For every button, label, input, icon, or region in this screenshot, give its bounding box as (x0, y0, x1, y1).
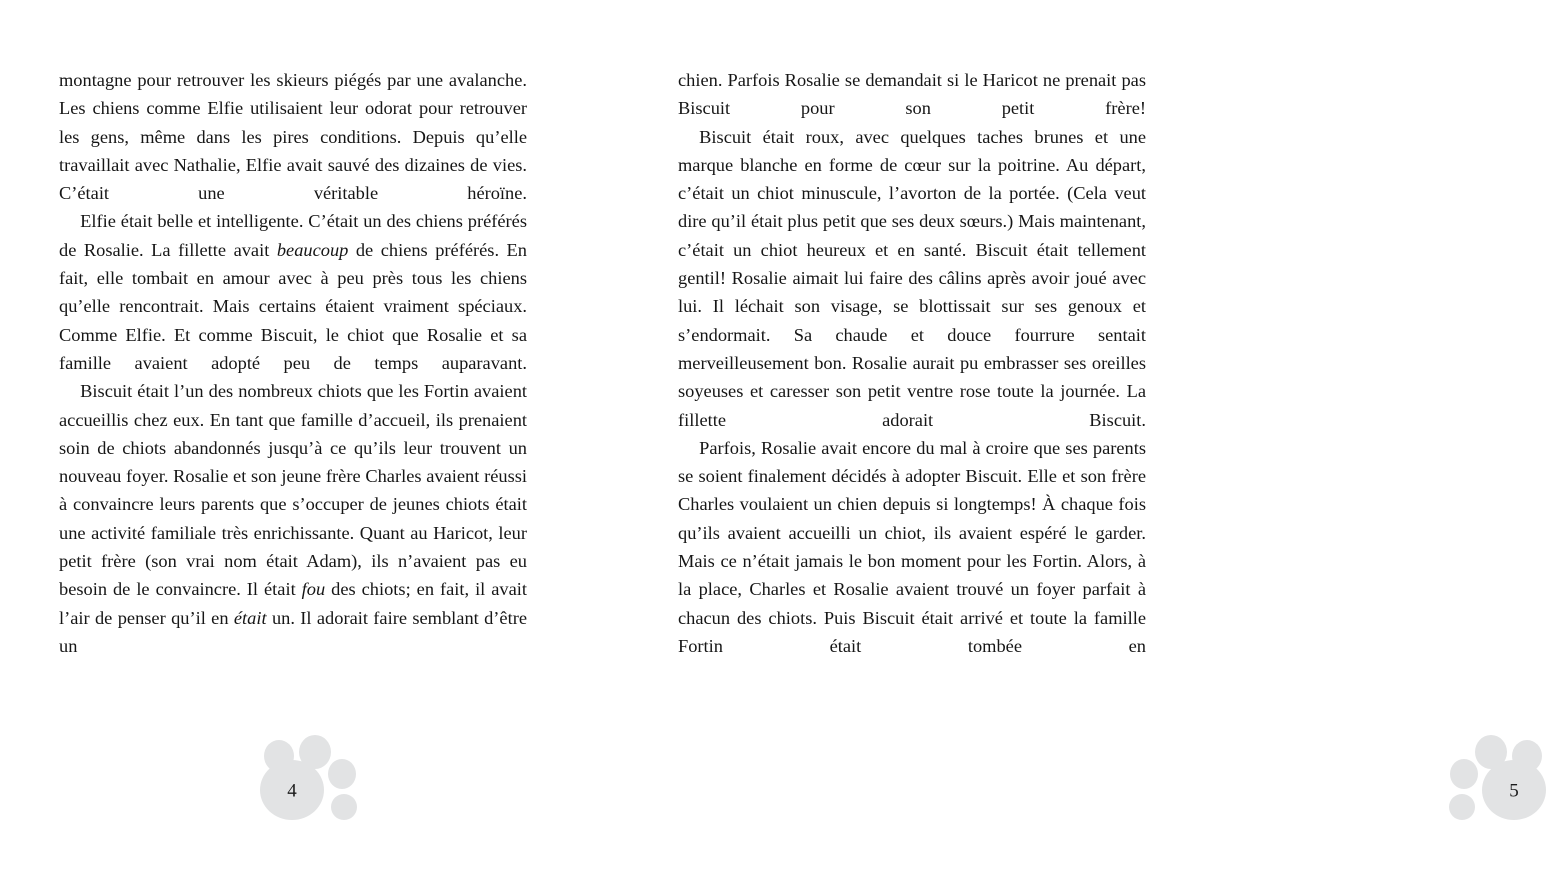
folio-left (243, 738, 363, 834)
page-right (600, 0, 1519, 872)
paragraph: Elfie était belle et intelligente. C’était un des chiens préférés de Rosalie. La fillette avait beaucoup de chiens préférés. En fait, elle tombait en amour avec à peu près tous les chiens qu’elle rencontrait. Mais certains étaient vraiment spéciaux. Comme Elfie. Et comme Biscuit, le chiot que Rosalie et sa famille avaient adopté peu de temps auparavant. (59, 211, 527, 373)
paragraph: Biscuit était roux, avec quelques taches brunes et une marque blanche en forme de cœur sur la poitrine. Au départ, c’était un chiot minuscule, l’avorton de la portée. (Cela veut dire qu’il était plus petit que ses deux sœurs.) Mais maintenant, c’était un chiot heureux et en santé. Biscuit était tellement gentil! Rosalie aimait lui faire des câlins après avoir joué avec lui. Il léchait son visage, se blottissait sur ses genoux et s’endormait. Sa chaude et douce fourrure sentait merveilleusement bon. Rosalie aurait pu embrasser ses oreilles soyeuses et caresser son petit ventre rose toute la journée. La fillette adorait Biscuit. (678, 126, 1146, 430)
page-number-right: 5 (1509, 780, 1519, 802)
folio-right (1443, 738, 1563, 834)
emphasis-text: fou (301, 579, 326, 600)
paragraph: Biscuit était l’un des nombreux chiots que les Fortin avaient accueillis chez eux. En tant que famille d’accueil, ils prenaient soin de chiots abandonnés jusqu’à ce qu’ils leur trouvent un nouveau foyer. Rosalie et son jeune frère Charles avaient réussi à convaincre leurs parents que s’occuper de jeunes chiots était une activité familiale très enrichissante. Quant au Haricot, leur petit frère (son vrai nom était Adam), ils n’avaient pas eu besoin de le convaincre. Il était fou des chiots; en fait, il avait l’air de penser qu’il en était un. Il adorait faire semblant d’être un (59, 381, 527, 656)
emphasis-text: beaucoup (276, 239, 349, 260)
page-right-text-block (678, 66, 1146, 660)
paw-print-icon (1443, 738, 1563, 834)
page-left (0, 0, 600, 872)
paragraph: chien. Parfois Rosalie se demandait si le Haricot ne prenait pas Biscuit pour son petit frère! (678, 70, 1146, 119)
paragraph: Parfois, Rosalie avait encore du mal à croire que ses parents se soient finalement décidés à adopter Biscuit. Elle et son frère Charles voulaient un chien depuis si longtemps! À chaque fois qu’ils avaient accueilli un chiot, ils avaient espéré le garder. Mais ce n’était jamais le bon moment pour les Fortin. Alors, à la place, Charles et Rosalie avaient trouvé un foyer parfait à chacun des chiots. Puis Biscuit était arrivé et toute la famille Fortin était tombée en (678, 437, 1146, 656)
paw-print-icon (243, 738, 363, 834)
page-left-text-block (59, 66, 527, 660)
page-number-left: 4 (287, 780, 297, 802)
paragraph: montagne pour retrouver les skieurs piégés par une avalanche. Les chiens comme Elfie utilisaient leur odorat pour retrouver les gens, même dans les pires conditions. Depuis qu’elle travaillait avec Nathalie, Elfie avait sauvé des dizaines de vies. C’était une véritable héroïne. (59, 70, 527, 204)
emphasis-text: était (233, 607, 267, 628)
